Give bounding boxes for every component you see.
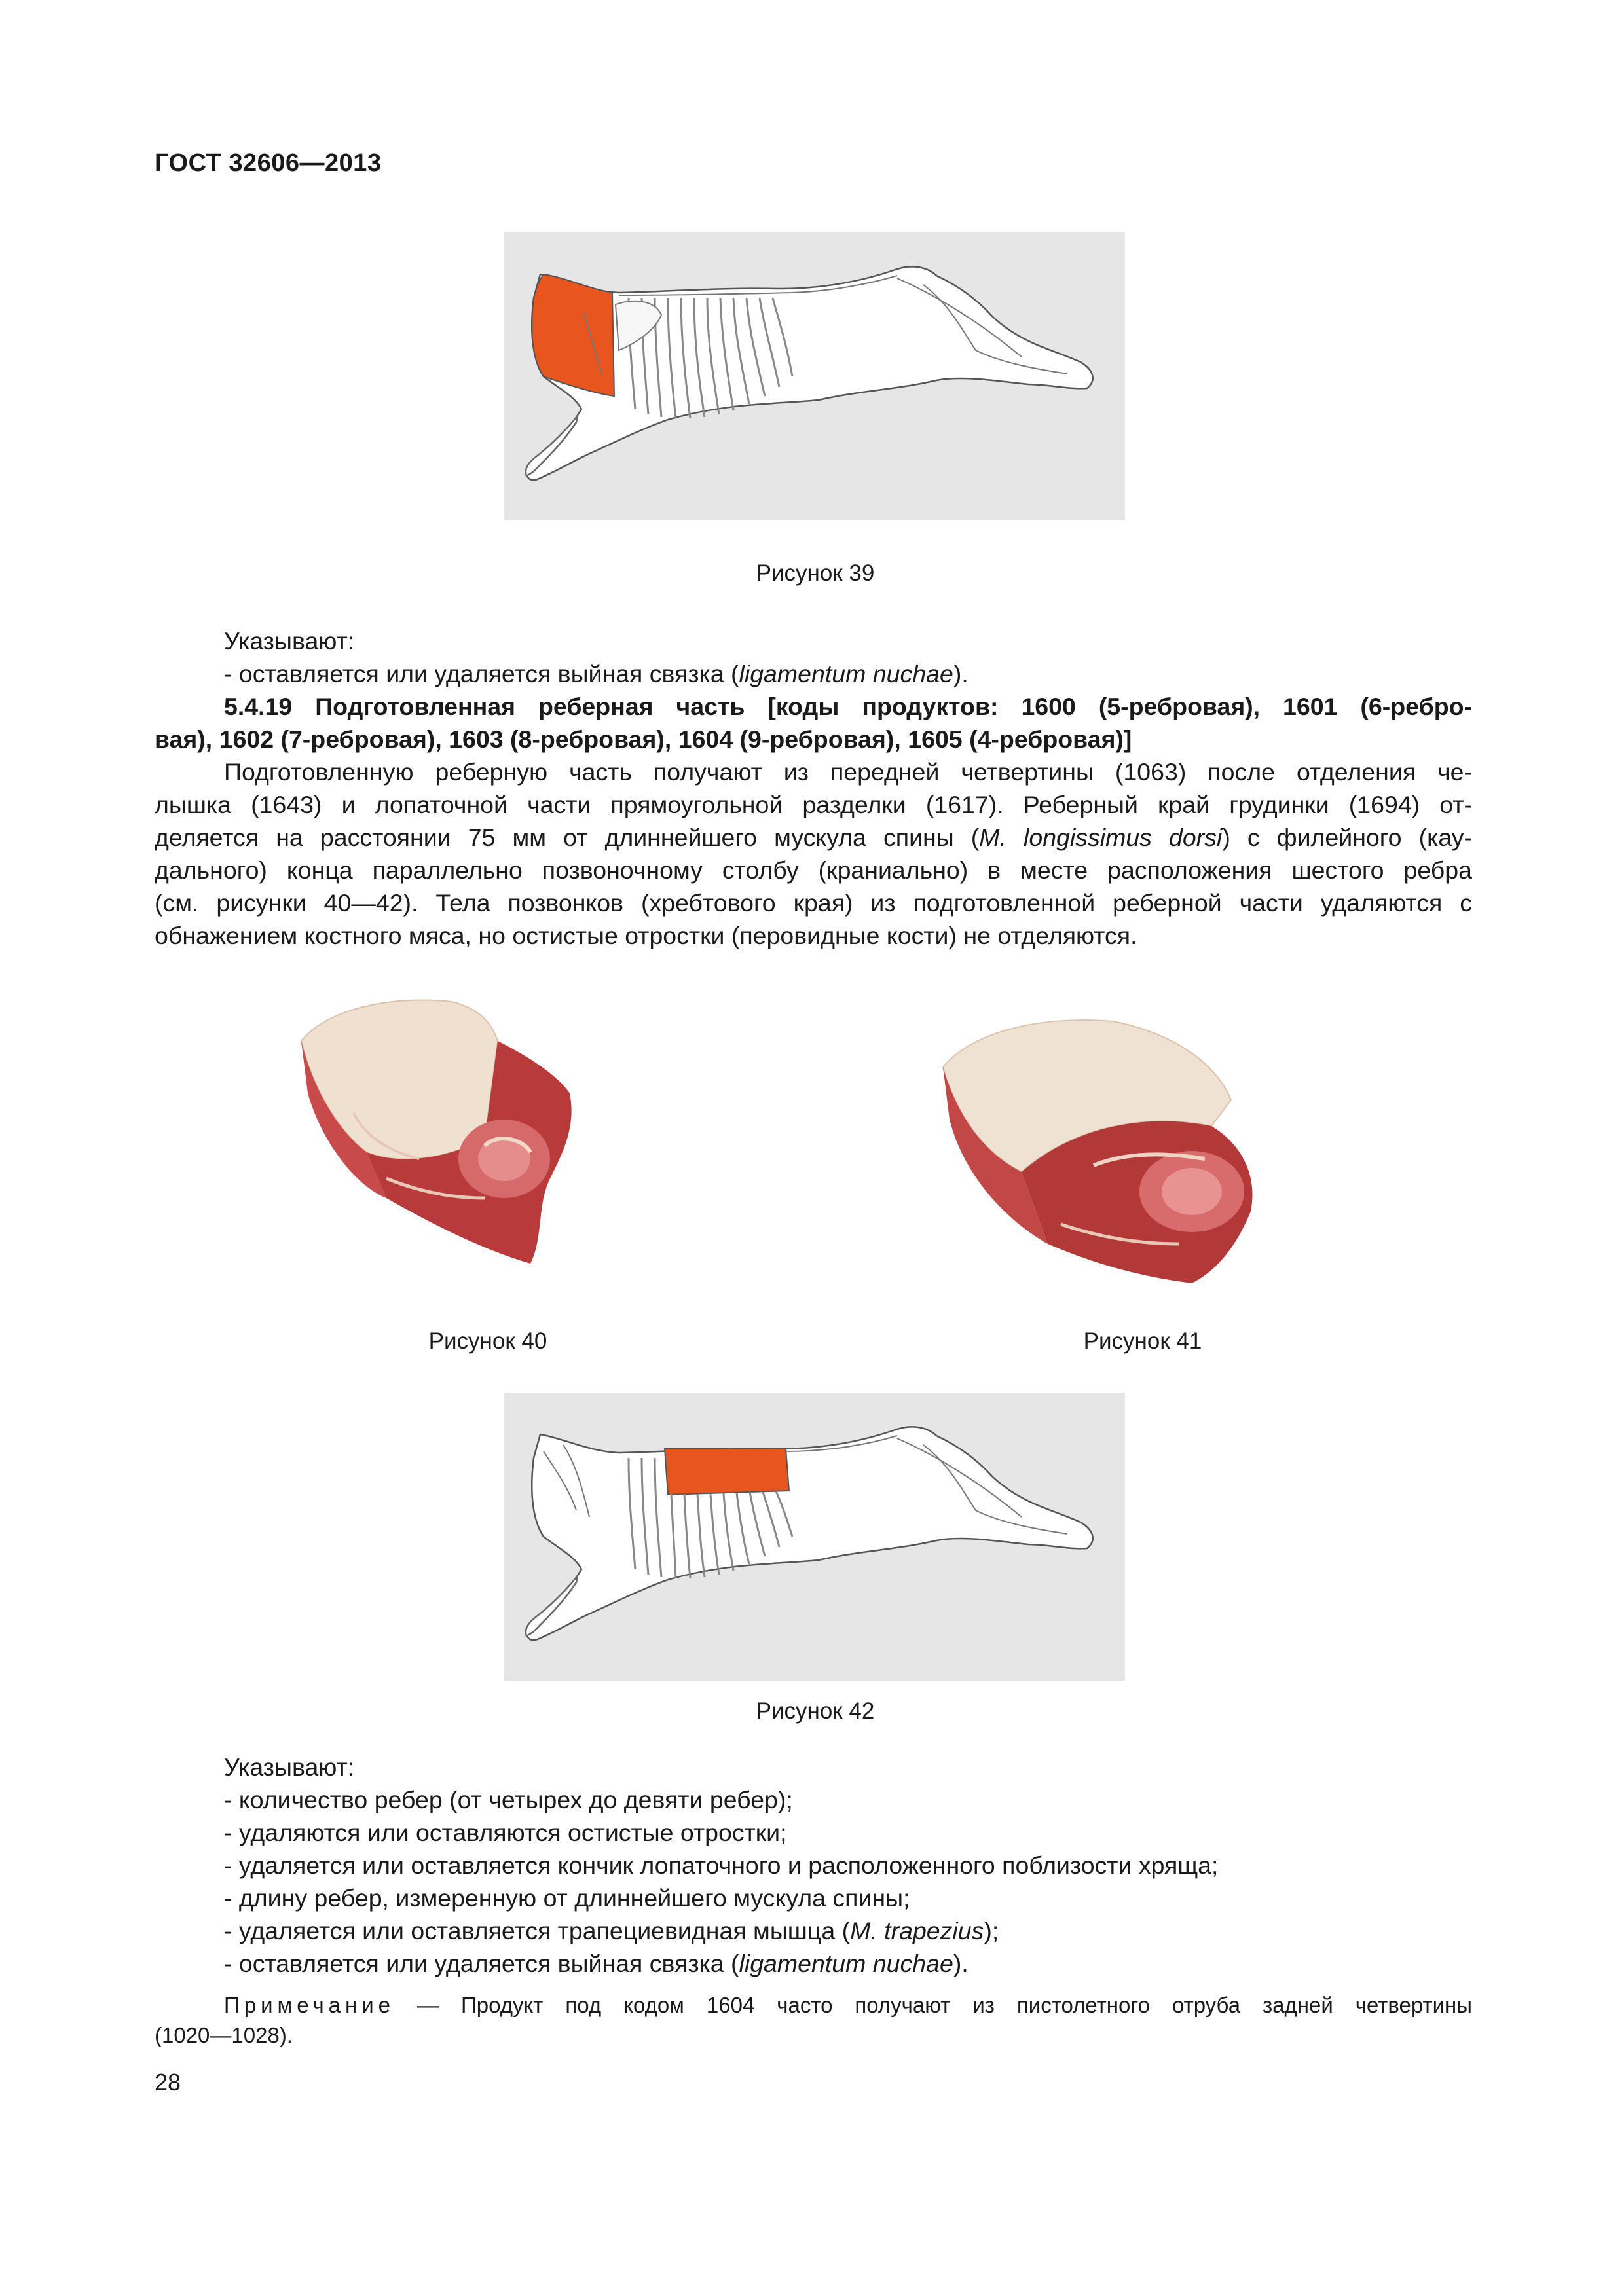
indicate-lead-2: Указывают: [224,1753,355,1781]
list-item: - удаляется или оставляется трапециевидная мышца (M. trapezius); [224,1917,999,1944]
figure-42-caption: Рисунок 42 [756,1698,875,1724]
figure-40-caption: Рисунок 40 [428,1328,547,1354]
figure-40-rib-cut-image [288,982,681,1296]
list-item: - оставляется или удаляется выйная связка (ligamentum nuchae). [224,1950,969,1977]
rib-section-highlight [665,1449,789,1495]
figure-39-caption: Рисунок 39 [756,560,875,586]
section-heading-line-2: вая), 1602 (7-ребровая), 1603 (8-ребровая), 1604 (9-ребровая), 1605 (4-ребровая)] [155,725,1132,753]
figure-41-rib-cut-image [930,995,1362,1296]
document-code: ГОСТ 32606—2013 [155,149,382,177]
list-item: - длину ребер, измеренную от длиннейшего мускула спины; [224,1884,910,1912]
note-line-2: (1020—1028). [155,2023,293,2047]
body-line: (см. рисунки 40—42). Тела позвонков (хребтового края) из подготовленной реберной части удаляются с [155,889,1472,917]
list-item: - удаляется или оставляется кончик лопаточного и расположенного поблизости хряща; [224,1851,1219,1879]
section-heading-line-1: 5.4.19 Подготовленная реберная часть [коды продуктов: 1600 (5-ребровая), 1601 (6-ребро- [224,693,1472,720]
body-line: лышка (1643) и лопаточной части прямоугольной разделки (1617). Реберный край грудинки (1694) от- [155,791,1472,818]
body-line: обнажением костного мяса, но остистые отростки (перовидные кости) не отделяются. [155,922,1137,949]
figure-41-caption: Рисунок 41 [1083,1328,1202,1354]
note-line-1: Примечание — Продукт под кодом 1604 часто получают из пистолетного отруба задней четвертины [224,1993,1472,2017]
body-line: дального) конца параллельно позвоночному столбу (краниально) в месте расположения шестого ребра [155,856,1472,884]
figure-39-carcass-diagram [504,232,1125,520]
body-line: деляется на расстоянии 75 мм от длиннейшего мускула спины (M. longissimus dorsi) с филейного (кау- [155,824,1472,851]
indicate-lead-1: Указывают: [224,627,355,655]
list-item: - оставляется или удаляется выйная связка (ligamentum nuchae). [224,660,969,687]
list-item: - удаляются или оставляются остистые отростки; [224,1819,787,1846]
page-number: 28 [155,2069,181,2096]
figure-42-carcass-diagram [504,1393,1125,1681]
body-line: Подготовленную реберную часть получают из передней четвертины (1063) после отделения че- [224,758,1472,786]
list-item: - количество ребер (от четырех до девяти ребер); [224,1786,793,1813]
note-label: Примечание [224,1993,396,2017]
